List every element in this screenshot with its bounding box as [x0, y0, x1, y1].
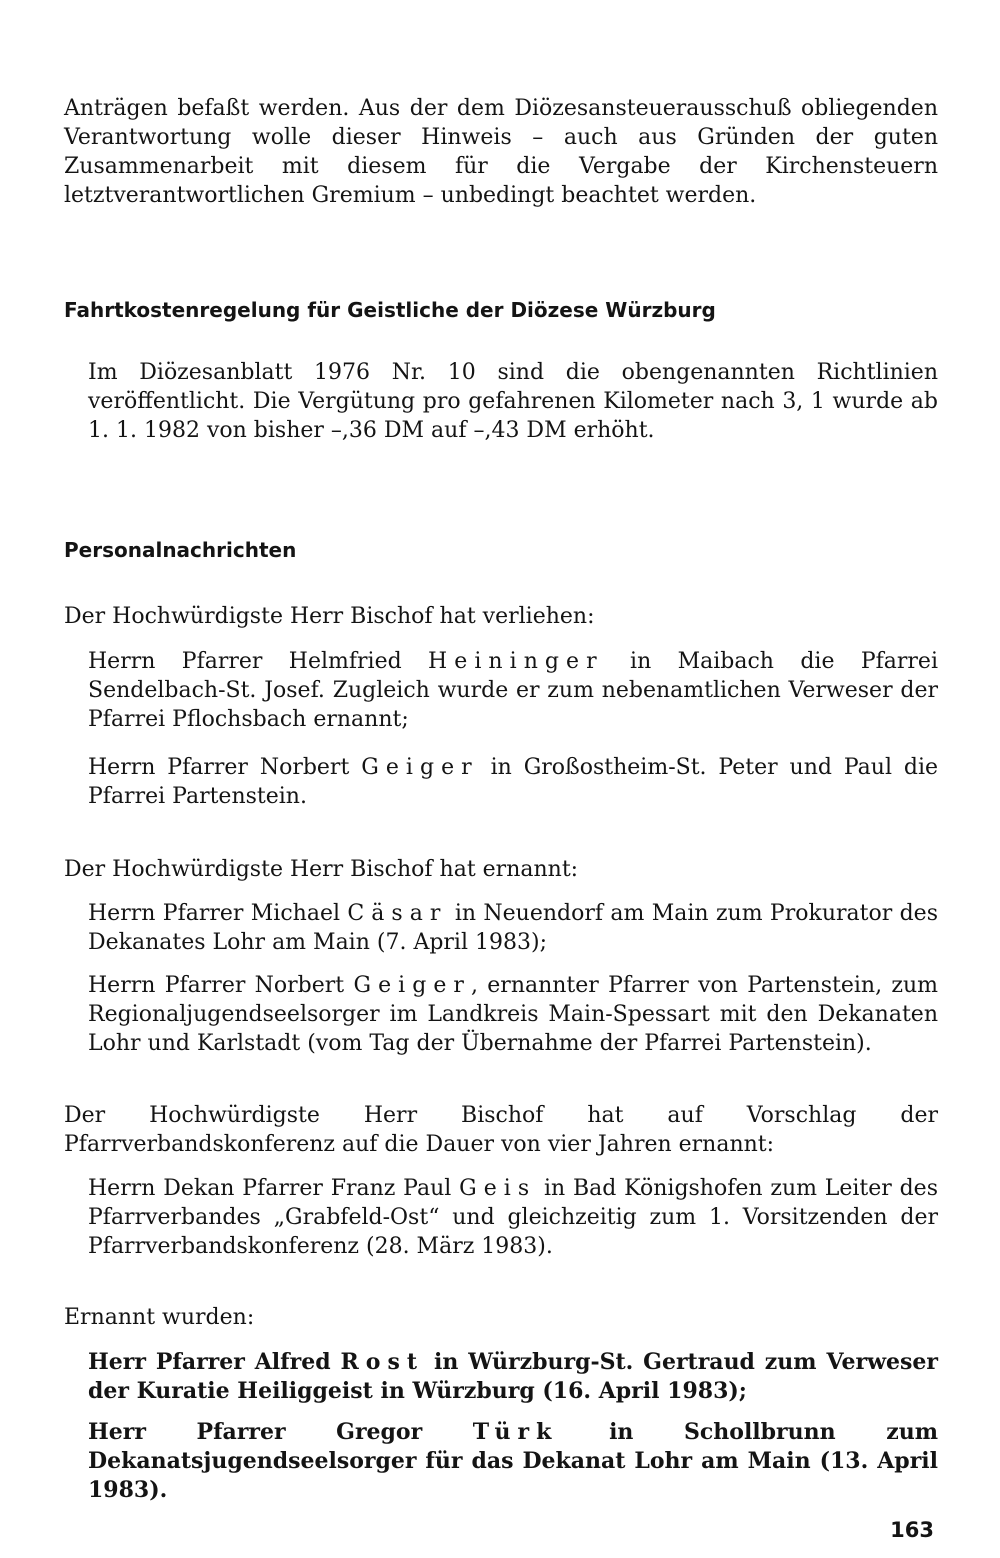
entry-prefix: Herrn Dekan Pfarrer Franz Paul — [88, 1176, 452, 1201]
lead-vorschlag: Der Hochwürdigste Herr Bischof hat auf Vorschlag der Pfarrverbandskonferenz auf die Dauer von vier Jahren ernannt: — [64, 1103, 938, 1157]
entry-text: in Schollbrunn zum Dekanatsjugendseelsorger für das Dekanat Lohr am Main (13. April 1983). — [88, 1419, 938, 1503]
entry-caesar — [88, 899, 938, 957]
entry-text: in Bad Königshofen zum Leiter des Pfarrverbandes „Grabfeld-Ost“ und gleichzeitig zum 1. Vorsitzenden der Pfarrverbandskonferenz (28. März 1983). — [88, 1176, 938, 1259]
lead-wurden: Ernannt wurden: — [64, 1305, 255, 1330]
entry-tuerk — [88, 1418, 938, 1505]
entry-heininger — [88, 647, 938, 734]
section-heading-personal: Personalnachrichten — [64, 538, 297, 562]
entry-prefix: Herrn Pfarrer Norbert — [88, 973, 345, 998]
person-name: Cäsar — [347, 901, 448, 926]
fahrtkosten-paragraph: Im Diözesanblatt 1976 Nr. 10 sind die obengenannten Richtlinien veröffentlicht. Die Vergütung pro gefahrenen Kilometer nach 3, 1 wurde ab 1. 1. 1982 von bisher –,36 DM auf –,43 DM erhöht. — [88, 360, 938, 443]
lead-ernannt: Der Hochwürdigste Herr Bischof hat ernannt: — [64, 857, 579, 882]
person-name: Geiger — [353, 973, 471, 998]
entry-text: in Neuendorf am Main zum Prokurator des Dekanates Lohr am Main (7. April 1983); — [88, 901, 938, 955]
person-name: Türk — [472, 1419, 559, 1445]
person-name: Geis — [459, 1176, 537, 1201]
entry-prefix: Herrn Pfarrer Helmfried — [88, 649, 402, 674]
entry-geis — [88, 1174, 938, 1261]
lead-verliehen: Der Hochwürdigste Herr Bischof hat verliehen: — [64, 604, 595, 629]
person-name: Heininger — [428, 649, 604, 674]
entry-prefix: Herr Pfarrer Gregor — [88, 1419, 423, 1445]
entry-text: , ernannter Pfarrer von Partenstein, zum Regionaljugendseelsorger im Landkreis Main-Spessart mit den Dekanaten Lohr und Karlstadt (vom Tag der Übernahme der Pfarrei Partenstein). — [88, 973, 938, 1056]
entry-prefix: Herrn Pfarrer Michael — [88, 901, 340, 926]
entry-text: in Würzburg-St. Gertraud zum Verweser der Kuratie Heiliggeist in Würzburg (16. April 1983); — [88, 1349, 938, 1404]
intro-paragraph: Anträgen befaßt werden. Aus der dem Diözesansteuerausschuß obliegenden Verantwortung wolle dieser Hinweis – auch aus Gründen der guten Zusammenarbeit mit diesem für die Vergabe der Kirchensteuern letztverantwortlichen Gremium – unbedingt beachtet werden. — [64, 96, 938, 208]
entry-text: in Großostheim-St. Peter und Paul die Pfarrei Partenstein. — [88, 755, 939, 809]
entry-prefix: Herrn Pfarrer Norbert — [88, 755, 350, 780]
entry-prefix: Herr Pfarrer Alfred — [88, 1349, 331, 1375]
entry-text: in Maibach die Pfarrei Sendelbach-St. Josef. Zugleich wurde er zum nebenamtlichen Verweser der Pfarrei Pflochsbach ernannt; — [88, 649, 938, 732]
section-heading-fahrtkosten: Fahrtkostenregelung für Geistliche der Diözese Würzburg — [64, 298, 716, 322]
entry-rost — [88, 1348, 938, 1406]
page-number: 163 — [890, 1518, 934, 1542]
person-name: Rost — [340, 1349, 425, 1375]
entry-geiger-pfarrei — [88, 753, 938, 811]
entry-geiger-jugend — [88, 971, 938, 1058]
person-name: Geiger — [361, 755, 479, 780]
